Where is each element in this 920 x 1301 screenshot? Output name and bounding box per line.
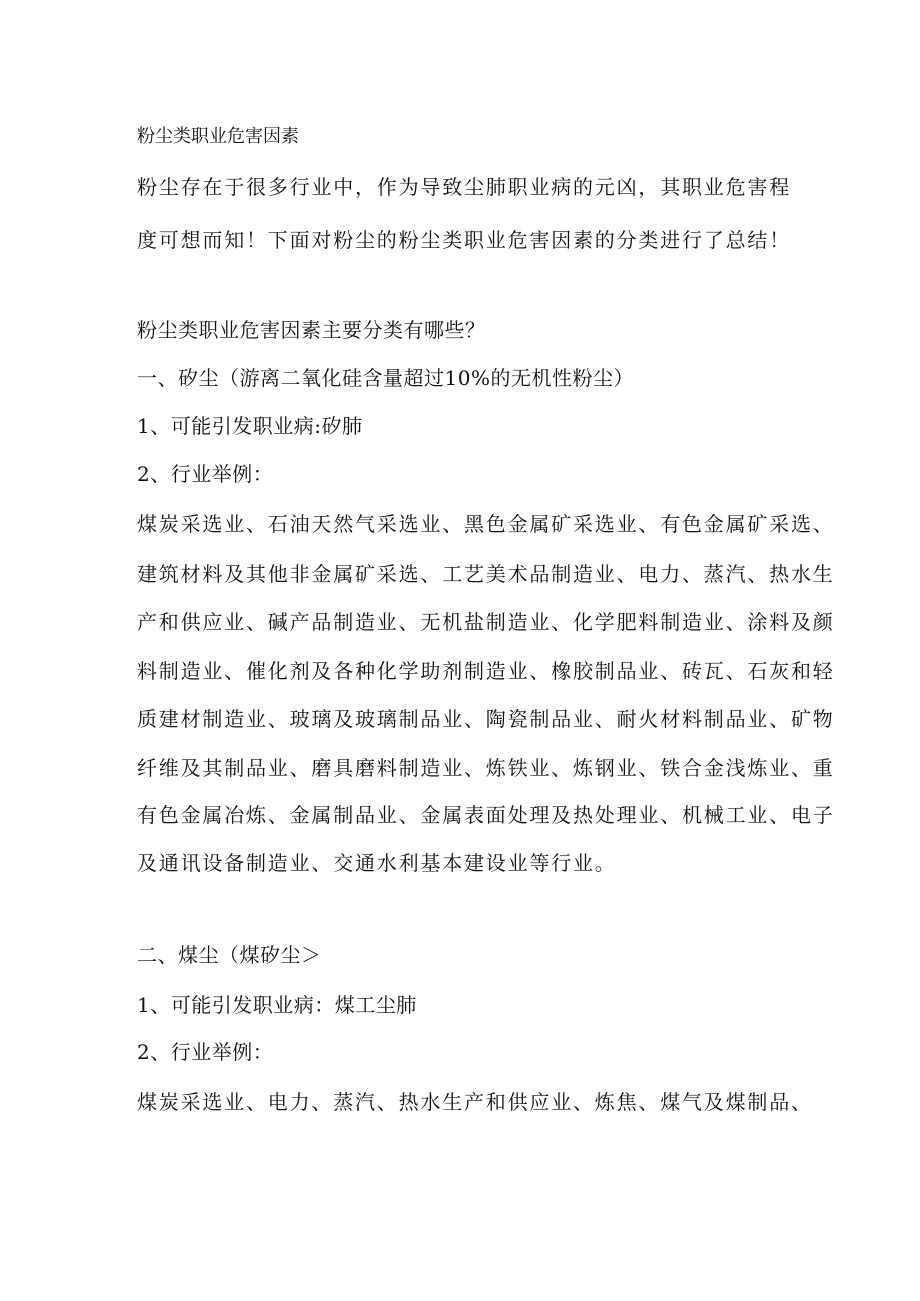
section1-examples-line-5: 质建材制造业、玻璃及玻璃制品业、陶瓷制品业、耐火材料制品业、矿物 bbox=[137, 707, 835, 731]
section1-examples-line-1: 煤炭采选业、石油天然气采选业、黑色金属矿采选业、有色金属矿采选、 bbox=[137, 512, 835, 536]
section1-examples-line-3: 产和供应业、碱产品制造业、无机盐制造业、化学肥料制造业、涂料及颜 bbox=[137, 610, 835, 634]
section1-examples-line-7: 有色金属冶炼、金属制品业、金属表面处理及热处理业、机械工业、电子 bbox=[137, 803, 835, 827]
intro-line-2: 度可想而知！下面对粉尘的粉尘类职业危害因素的分类进行了总结！ bbox=[137, 228, 791, 252]
section2-examples-label: 2、行业举例： bbox=[137, 1040, 274, 1064]
question-heading: 粉尘类职业危害因素主要分类有哪些？ bbox=[137, 318, 486, 342]
section2-disease: 1、可能引发职业病：煤工尘肺 bbox=[137, 993, 417, 1017]
section1-examples-line-4: 料制造业、催化剂及各种化学助剂制造业、橡胶制品业、砖瓦、石灰和轻 bbox=[137, 659, 835, 683]
section1-examples-label: 2、行业举例： bbox=[137, 462, 274, 486]
section1-examples-line-8: 及通讯设备制造业、交通水利基本建设业等行业。 bbox=[137, 851, 617, 875]
section1-disease: 1、可能引发职业病:矽肺 bbox=[137, 414, 363, 438]
document-title: 粉尘类职业危害因素 bbox=[137, 126, 299, 147]
section1-examples-line-2: 建筑材料及其他非金属矿采选、工艺美术品制造业、电力、蒸汽、热水生 bbox=[137, 562, 835, 586]
section1-heading: 一、矽尘（游离二氧化硅含量超过10%的无机性粉尘） bbox=[137, 366, 634, 390]
section1-examples-line-6: 纤维及其制品业、磨具磨料制造业、炼铁业、炼钢业、铁合金浅炼业、重 bbox=[137, 756, 835, 780]
intro-line-1: 粉尘存在于很多行业中，作为导致尘肺职业病的元凶，其职业危害程 bbox=[137, 175, 791, 199]
section2-heading: 二、煤尘（煤矽尘＞ bbox=[137, 943, 322, 967]
section2-examples-line-1: 煤炭采选业、电力、蒸汽、热水生产和供应业、炼焦、煤气及煤制品、 bbox=[137, 1090, 813, 1114]
